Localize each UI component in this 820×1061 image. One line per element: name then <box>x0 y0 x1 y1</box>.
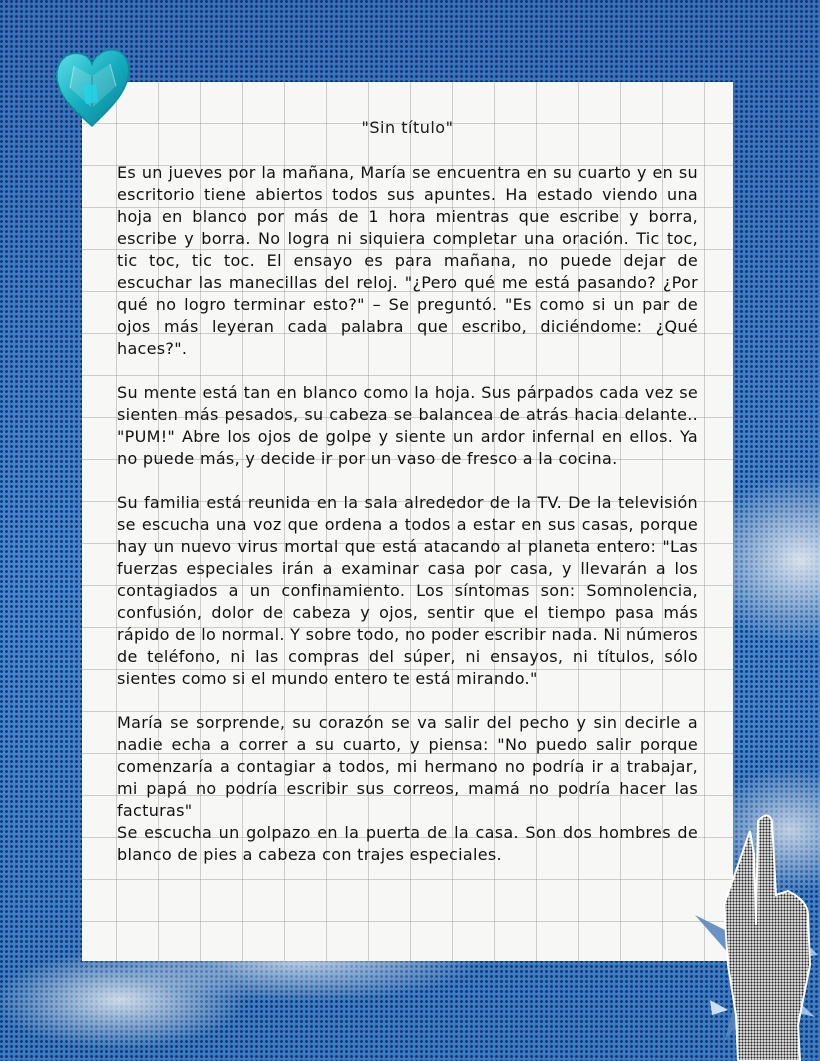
paragraph-4-continuation: Se escucha un golpazo en la puerta de la casa. Son dos hombres de blanco de pies a cabeza con trajes especiales. <box>117 823 698 864</box>
paragraph-3: Su familia está reunida en la sala alrededor de la TV. De la televisión se escucha una voz que ordena a todos a estar en sus casas, porque hay un nuevo virus mortal que está atacando al planeta entero: "Las fuerzas especiales irán a examinar casa por casa, y llevarán a los contagiados a un confinamiento. Los síntomas son: Somnolencia, confusión, dolor de cabeza y ojos, sentir que el tiempo pasa más rápido de lo normal. Y sobre todo, no poder escribir nada. Ni números de teléfono, ni las compras del súper, ni ensayos, ni títulos, sólo sientes como si el mundo entero te está mirando." <box>117 493 698 688</box>
paragraph-1: Es un jueves por la mañana, María se encuentra en su cuarto y en su escritorio tiene abiertos todos sus apuntes. Ha estado viendo una hoja en blanco por más de 1 hora mientras que escribe y borra, escribe y borra. No logra ni siquiera completar una oración. Tic toc, tic toc, tic toc. El ensayo es para mañana, no puede dejar de escuchar las manecillas del reloj. "¿Pero qué me está pasando? ¿Por qué no logro terminar esto?" – Se preguntó. "Es como si un par de ojos más leyeran cada palabra que escribo, diciéndome: ¿Qué haces?". <box>117 163 698 358</box>
grid-paper-sheet <box>82 82 733 961</box>
heart-gem-icon <box>52 46 132 128</box>
story-body <box>117 162 698 888</box>
paragraph-2: Su mente está tan en blanco como la hoja. Sus párpados cada vez se sienten más pesados, su cabeza se balancea de atrás hacia delante.. "PUM!" Abre los ojos de golpe y siente un ardor infernal en ellos. Ya no puede más, y decide ir por un vaso de fresco a la cocina. <box>117 383 698 468</box>
paragraph-4: María se sorprende, su corazón se va salir del pecho y sin decirle a nadie echa a correr a su cuarto, y piensa: "No puedo salir porque comenzaría a contagiar a todos, mi hermano no podría ir a trabajar, mi papá no podría escribir sus correos, mamá no podría hacer las facturas" <box>117 713 698 820</box>
story-title: "Sin título" <box>361 118 454 137</box>
peace-hand-icon <box>690 795 820 1061</box>
